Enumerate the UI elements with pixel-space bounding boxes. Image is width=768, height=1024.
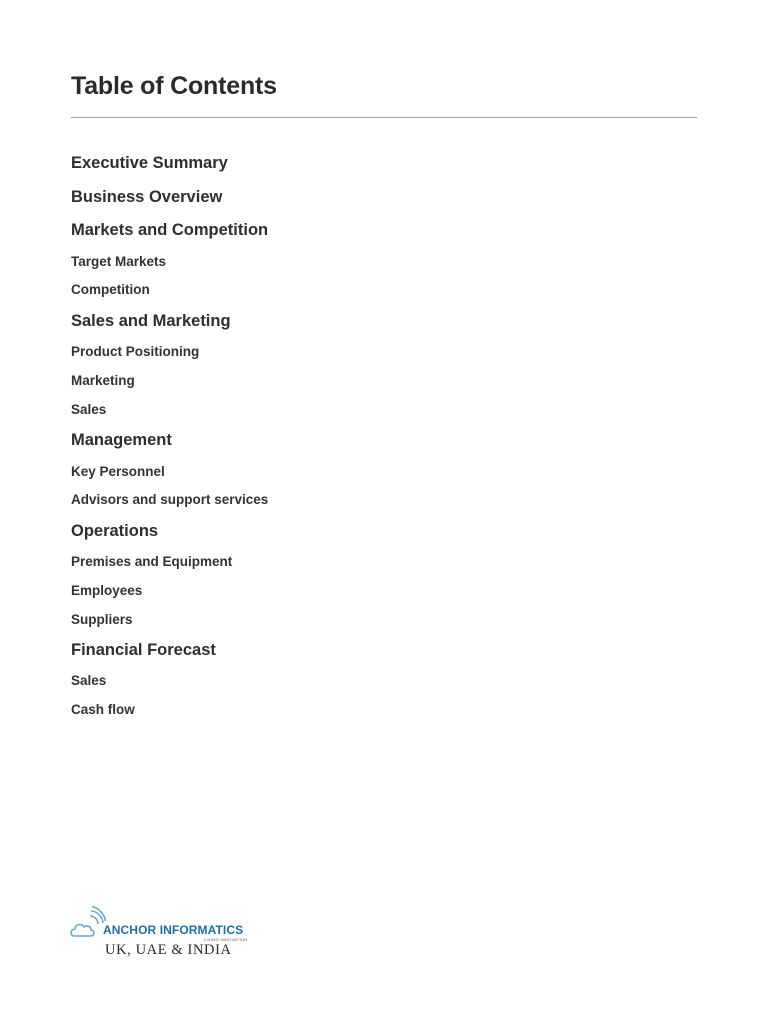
toc-subheading[interactable]: Sales [71, 402, 107, 417]
page-title: Table of Contents [71, 72, 277, 100]
toc-subheading[interactable]: Target Markets [71, 254, 167, 269]
toc-heading[interactable]: Business Overview [71, 188, 223, 206]
company-locations: UK, UAE & INDIA [105, 942, 232, 958]
toc-subheading[interactable]: Sales [71, 673, 107, 688]
toc-subheading[interactable]: Competition [71, 282, 150, 297]
toc-heading[interactable]: Executive Summary [71, 154, 228, 172]
title-divider [71, 117, 697, 118]
toc-heading[interactable]: Management [71, 431, 172, 449]
toc-subheading[interactable]: Employees [71, 583, 143, 598]
company-logo [70, 906, 260, 966]
toc-subheading[interactable]: Product Positioning [71, 344, 200, 359]
toc-heading[interactable]: Operations [71, 522, 159, 540]
company-name: ANCHOR INFORMATICS [103, 923, 244, 937]
toc-subheading[interactable]: Key Personnel [71, 464, 165, 479]
toc-heading[interactable]: Financial Forecast [71, 641, 216, 659]
toc-subheading[interactable]: Premises and Equipment [71, 554, 233, 569]
wifi-cloud-icon [70, 906, 106, 938]
toc-heading[interactable]: Sales and Marketing [71, 312, 231, 330]
toc-heading[interactable]: Markets and Competition [71, 221, 269, 239]
toc-subheading[interactable]: Marketing [71, 373, 135, 388]
company-tagline: LIVING INNOVATION [204, 937, 248, 942]
toc-subheading[interactable]: Advisors and support services [71, 492, 269, 507]
toc-subheading[interactable]: Suppliers [71, 612, 133, 627]
toc-subheading[interactable]: Cash flow [71, 702, 135, 717]
